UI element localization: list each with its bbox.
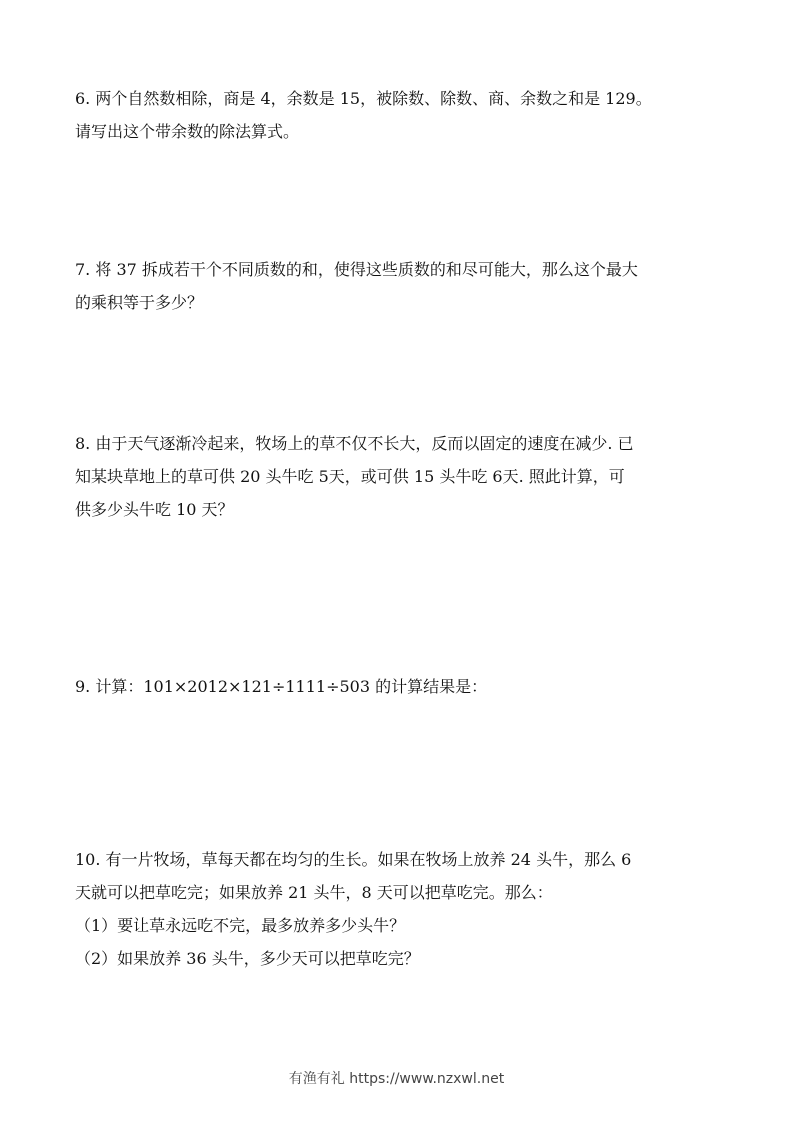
question-6-line-2: 请写出这个带余数的除法算式。 xyxy=(75,122,300,141)
question-9-line-1: 9. 计算：101×2012×121÷1111÷503 的计算结果是： xyxy=(75,677,488,696)
question-10-line-2: 天就可以把草吃完；如果放养 21 头牛，8 天可以把草吃完。那么： xyxy=(75,883,553,902)
question-10-sub-2: （2）如果放养 36 头牛，多少天可以把草吃完？ xyxy=(75,949,420,968)
question-7-line-2: 的乘积等于多少？ xyxy=(75,293,204,312)
question-10-line-1: 10. 有一片牧场，草每天都在均匀的生长。如果在牧场上放养 24 头牛，那么 6 xyxy=(75,850,632,869)
question-9 xyxy=(75,670,725,703)
question-10 xyxy=(75,843,725,975)
question-7 xyxy=(75,253,725,319)
question-8-line-2: 知某块草地上的草可供 20 头牛吃 5天，或可供 15 头牛吃 6天. 照此计算，可 xyxy=(75,467,625,486)
question-8 xyxy=(75,427,725,526)
question-6 xyxy=(75,82,725,148)
question-7-line-1: 7. 将 37 拆成若干个不同质数的和，使得这些质数的和尽可能大，那么这个最大 xyxy=(75,260,638,279)
footer-watermark: 有渔有礼 https://www.nzxwl.net xyxy=(288,1071,505,1087)
question-8-line-3: 供多少头牛吃 10 天？ xyxy=(75,500,234,519)
question-8-line-1: 8. 由于天气逐渐冷起来，牧场上的草不仅不长大，反而以固定的速度在减少. 已 xyxy=(75,434,634,453)
question-6-line-1: 6. 两个自然数相除，商是 4，余数是 15，被除数、除数、商、余数之和是 129。 xyxy=(75,89,652,108)
question-10-sub-1: （1）要让草永远吃不完，最多放养多少头牛？ xyxy=(75,916,406,935)
